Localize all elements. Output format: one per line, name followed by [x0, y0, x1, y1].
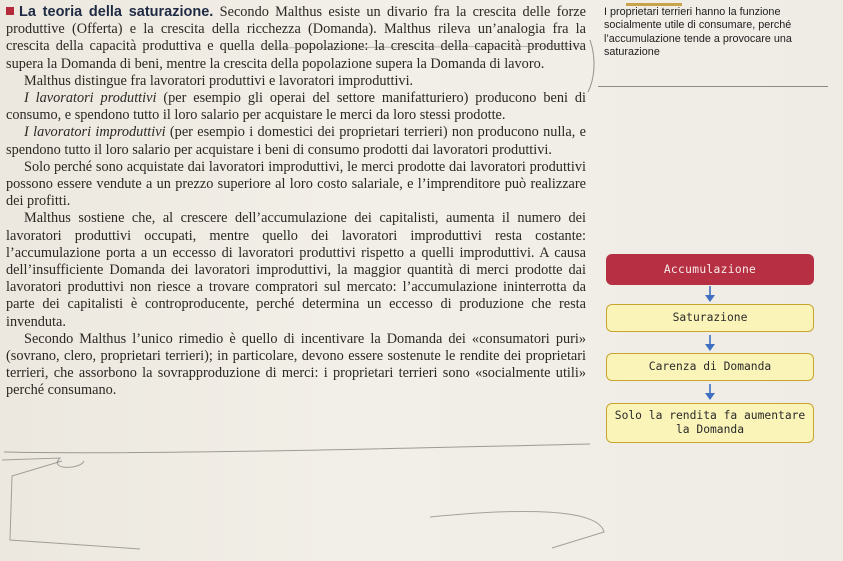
paragraph-saturazione-intro	[6, 4, 586, 73]
heading-marker-square	[6, 7, 14, 15]
flow-diagram	[606, 248, 814, 448]
paragraph-6: Malthus sostiene che, al crescere dell’accumulazione dei capitalisti, aumenta il numero dei lavoratori produttivi occupati, mentre quello dei lavoratori improduttivi resta costante: l’accumulazione porta a un eccesso di lavoratori produttivi rispetto a quelli improduttivi. A causa dell’insufficiente Domanda dei lavoratori improduttivi, la maggior quantità di merci prodotte dai lavoratori produttivi non riesce a trovare compratori sul mercato: l’accumulazione ininterrotta da parte dei capitalisti è controproducente, perché determina un eccesso di produzione che resta invenduta.	[6, 210, 586, 330]
diagram-step-carenza-domanda: Carenza di Domanda	[606, 353, 814, 381]
sidenote: I proprietari terrieri hanno la funzione socialmente utile di consumare, perché l’accumulazione tende a provocare una saturazione	[604, 6, 792, 59]
paragraph-3	[6, 90, 586, 124]
paragraph-7: Secondo Malthus l’unico rimedio è quello di incentivare la Domanda dei «consumatori puri» (sovrano, clero, proprietari terrieri); in particolare, devono essere sostenute le rendite dei proprietari terrieri, che assorbono la sovrapproduzione di merci: i proprietari terrieri sono «socialmente utili» perché consumano.	[6, 330, 586, 399]
sidenote-divider	[598, 86, 828, 87]
diagram-step-saturazione: Saturazione	[606, 304, 814, 332]
paragraph-4-italic-lead: I lavoratori improduttivi	[24, 124, 166, 141]
paragraph-4-text: (per esempio i domestici dei proprietari terrieri) non producono nulla, e spendono tutto il loro salario per acquistare i beni di consumo prodotti dai lavoratori produttivi.	[6, 124, 586, 158]
paragraph-1-text: Secondo Malthus esiste un divario fra la crescita delle forze produttive (Offerta) e la crescita della ricchezza (Domanda). Malthus rileva un’analogia fra la crescita della capacità produttiva e quella della popolazione: la crescita della capacità produttiva supera la Domanda di beni, mentre la crescita della popolazione supera la Domanda di lavoro.	[6, 4, 586, 72]
diagram-step-rendita-domanda: Solo la rendita fa aumentare la Domanda	[606, 403, 814, 443]
down-arrow-icon	[702, 335, 718, 352]
section-heading: La teoria della saturazione.	[19, 4, 214, 20]
paragraph-4	[6, 124, 586, 158]
down-arrow-icon	[702, 286, 718, 303]
main-text-column	[6, 4, 586, 400]
paragraph-2: Malthus distingue fra lavoratori produttivi e lavoratori improduttivi.	[24, 72, 414, 89]
paragraph-5: Solo perché sono acquistate dai lavoratori improduttivi, le merci prodotte dai lavoratori produttivi possono essere vendute a un prezzo superiore al loro costo salariale, e l’imprenditore può realizzare dei profitti.	[6, 158, 586, 210]
paragraph-3-text: (per esempio gli operai del settore manifatturiero) producono beni di consumo, e spendono tutto il loro salario per acquistare le merci da loro stessi prodotte.	[6, 90, 586, 124]
diagram-step-accumulazione: Accumulazione	[606, 254, 814, 285]
down-arrow-icon	[702, 384, 718, 401]
paragraph-3-italic-lead: I lavoratori produttivi	[24, 90, 157, 107]
